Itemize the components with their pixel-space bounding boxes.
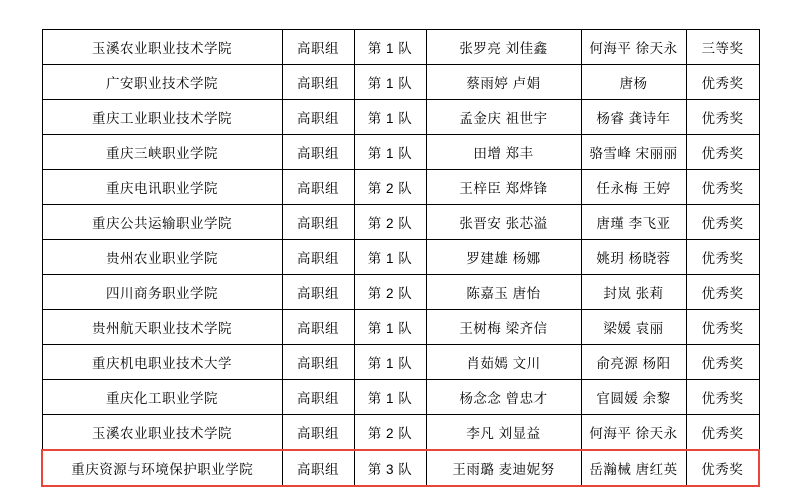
- cell-award: 优秀奖: [686, 100, 759, 135]
- cell-school: 重庆三峡职业学院: [42, 135, 282, 170]
- cell-coach: 任永梅 王婷: [581, 170, 686, 205]
- cell-team: 第 2 队: [354, 275, 426, 310]
- cell-award: 优秀奖: [686, 240, 759, 275]
- cell-award: 优秀奖: [686, 450, 759, 486]
- cell-team: 第 1 队: [354, 65, 426, 100]
- cell-team: 第 2 队: [354, 205, 426, 240]
- table-row: [42, 240, 759, 275]
- cell-team: 第 3 队: [354, 450, 426, 486]
- cell-school: 贵州航天职业技术学院: [42, 310, 282, 345]
- cell-coach: 何海平 徐天永: [581, 415, 686, 451]
- cell-school: 玉溪农业职业技术学院: [42, 415, 282, 451]
- cell-school: 广安职业技术学院: [42, 65, 282, 100]
- cell-group: 高职组: [282, 450, 354, 486]
- cell-members: 田增 郑丰: [426, 135, 581, 170]
- cell-coach: 梁媛 袁丽: [581, 310, 686, 345]
- cell-group: 高职组: [282, 380, 354, 415]
- cell-school: 重庆公共运输职业学院: [42, 205, 282, 240]
- cell-group: 高职组: [282, 170, 354, 205]
- cell-group: 高职组: [282, 240, 354, 275]
- cell-coach: 骆雪峰 宋丽丽: [581, 135, 686, 170]
- cell-members: 王梓臣 郑烨锋: [426, 170, 581, 205]
- table-row: [42, 100, 759, 135]
- cell-members: 王树梅 梁齐信: [426, 310, 581, 345]
- award-results-table: [41, 29, 760, 487]
- cell-school: 贵州农业职业学院: [42, 240, 282, 275]
- cell-school: 玉溪农业职业技术学院: [42, 30, 282, 65]
- cell-school: 四川商务职业学院: [42, 275, 282, 310]
- table-row: [42, 65, 759, 100]
- cell-award: 优秀奖: [686, 415, 759, 451]
- cell-coach: 杨睿 龚诗年: [581, 100, 686, 135]
- cell-coach: 岳瀚械 唐红英: [581, 450, 686, 486]
- table-row: [42, 380, 759, 415]
- cell-school: 重庆机电职业技术大学: [42, 345, 282, 380]
- cell-group: 高职组: [282, 345, 354, 380]
- cell-team: 第 1 队: [354, 380, 426, 415]
- cell-award: 优秀奖: [686, 170, 759, 205]
- cell-members: 王雨璐 麦迪妮努: [426, 450, 581, 486]
- table-row: [42, 415, 759, 451]
- table-row: [42, 135, 759, 170]
- cell-group: 高职组: [282, 100, 354, 135]
- cell-members: 李凡 刘显益: [426, 415, 581, 451]
- table-row: [42, 170, 759, 205]
- cell-award: 优秀奖: [686, 345, 759, 380]
- cell-school: 重庆资源与环境保护职业学院: [42, 450, 282, 486]
- cell-award: 三等奖: [686, 30, 759, 65]
- cell-award: 优秀奖: [686, 65, 759, 100]
- cell-group: 高职组: [282, 30, 354, 65]
- table-body: [42, 30, 759, 487]
- table-row: [42, 310, 759, 345]
- cell-team: 第 1 队: [354, 240, 426, 275]
- cell-group: 高职组: [282, 275, 354, 310]
- cell-award: 优秀奖: [686, 205, 759, 240]
- cell-team: 第 1 队: [354, 30, 426, 65]
- cell-members: 陈嘉玉 唐怡: [426, 275, 581, 310]
- table-row-highlighted: [42, 450, 759, 486]
- cell-school: 重庆工业职业技术学院: [42, 100, 282, 135]
- cell-team: 第 1 队: [354, 135, 426, 170]
- cell-members: 孟金庆 祖世宇: [426, 100, 581, 135]
- cell-members: 杨念念 曾忠才: [426, 380, 581, 415]
- cell-team: 第 1 队: [354, 100, 426, 135]
- cell-group: 高职组: [282, 65, 354, 100]
- cell-coach: 姚玥 杨晓蓉: [581, 240, 686, 275]
- cell-school: 重庆化工职业学院: [42, 380, 282, 415]
- cell-school: 重庆电讯职业学院: [42, 170, 282, 205]
- cell-coach: 俞亮源 杨阳: [581, 345, 686, 380]
- cell-award: 优秀奖: [686, 380, 759, 415]
- cell-coach: 唐瑾 李飞亚: [581, 205, 686, 240]
- cell-team: 第 1 队: [354, 345, 426, 380]
- table-row: [42, 275, 759, 310]
- cell-coach: 封岚 张莉: [581, 275, 686, 310]
- table-row: [42, 205, 759, 240]
- cell-award: 优秀奖: [686, 275, 759, 310]
- table-row: [42, 345, 759, 380]
- table-row: [42, 30, 759, 65]
- cell-members: 张罗亮 刘佳鑫: [426, 30, 581, 65]
- cell-coach: 唐杨: [581, 65, 686, 100]
- cell-group: 高职组: [282, 205, 354, 240]
- cell-award: 优秀奖: [686, 135, 759, 170]
- cell-members: 张晋安 张芯溢: [426, 205, 581, 240]
- cell-team: 第 1 队: [354, 310, 426, 345]
- cell-members: 蔡雨婷 卢娟: [426, 65, 581, 100]
- cell-coach: 何海平 徐天永: [581, 30, 686, 65]
- cell-award: 优秀奖: [686, 310, 759, 345]
- cell-team: 第 2 队: [354, 415, 426, 451]
- cell-group: 高职组: [282, 415, 354, 451]
- cell-group: 高职组: [282, 135, 354, 170]
- cell-team: 第 2 队: [354, 170, 426, 205]
- cell-members: 肖茹嫣 文川: [426, 345, 581, 380]
- cell-coach: 官圆媛 余黎: [581, 380, 686, 415]
- cell-members: 罗建雄 杨娜: [426, 240, 581, 275]
- cell-group: 高职组: [282, 310, 354, 345]
